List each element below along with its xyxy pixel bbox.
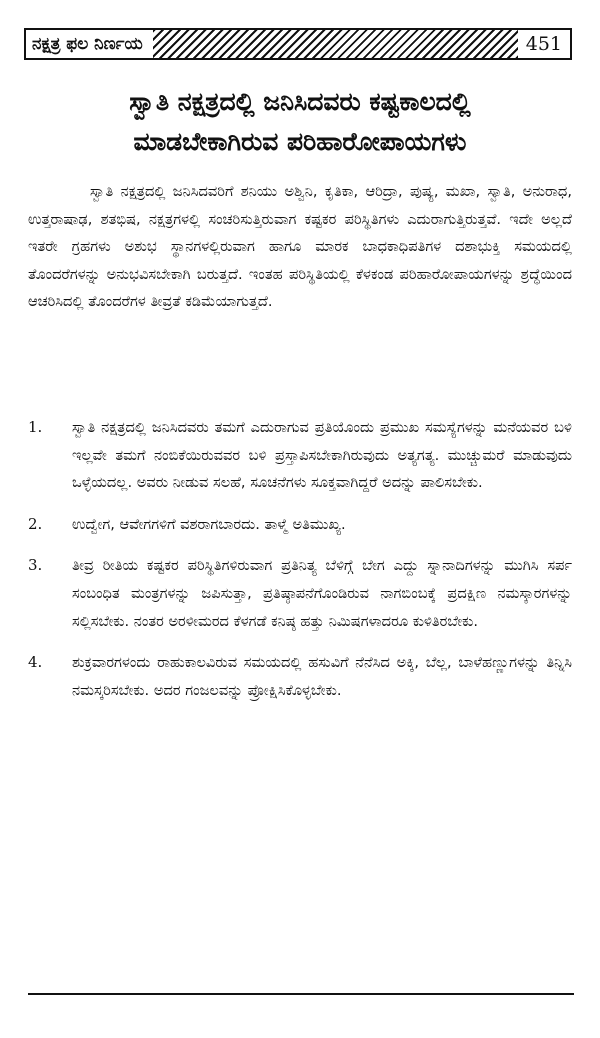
running-header-title: ನಕ್ಷತ್ರ ಫಲ ನಿರ್ಣಯ — [26, 30, 153, 58]
list-item — [28, 511, 572, 539]
section-heading-line-1: ಸ್ವಾತಿ ನಕ್ಷತ್ರದಲ್ಲಿ ಜನಿಸಿದವರು ಕಷ್ಟಕಾಲದಲ್ಲಿ — [129, 87, 471, 116]
list-item-text: ಶುಕ್ರವಾರಗಳಂದು ರಾಹುಕಾಲವಿರುವ ಸಮಯದಲ್ಲಿ ಹಸುವಿಗೆ ನೆನೆಸಿದ ಅಕ್ಕಿ, ಬೆಲ್ಲ, ಬಾಳೆಹಣ್ಣುಗಳನ್ನು ತಿನ್ನಿಸಿ ನಮಸ್ಕರಿಸಬೇಕು. ಅದರ ಗಂಜಲವನ್ನು ಪ್ರೋಕ್ಷಿಸಿಕೊಳ್ಳಬೇಕು. — [72, 654, 572, 699]
running-header — [24, 28, 572, 60]
list-item — [28, 552, 572, 635]
section-heading-line-2: ಮಾಡಬೇಕಾಗಿರುವ ಪರಿಹಾರೋಪಾಯಗಳು — [133, 127, 467, 156]
list-item-number: 1. — [28, 418, 43, 436]
section-heading — [24, 82, 576, 162]
list-item-text: ತೀವ್ರ ರೀತಿಯ ಕಷ್ಟಕರ ಪರಿಸ್ಥಿತಿಗಳಿರುವಾಗ ಪ್ರತಿನಿತ್ಯ ಬೆಳಿಗ್ಗೆ ಬೇಗ ಎದ್ದು ಸ್ನಾನಾದಿಗಳನ್ನು ಮುಗಿಸಿ ಸರ್ಪ ಸಂಬಂಧಿತ ಮಂತ್ರಗಳನ್ನು ಜಪಿಸುತ್ತಾ, ಪ್ರತಿಷ್ಠಾಪನೆಗೊಂಡಿರುವ ನಾಗಬಿಂಬಕ್ಕೆ ಪ್ರದಕ್ಷಿಣ ನಮಸ್ಕಾರಗಳನ್ನು ಸಲ್ಲಿಸಬೇಕು. ನಂತರ ಅರಳೀಮರದ ಕೆಳಗಡೆ ಕನಿಷ್ಠ ಹತ್ತು ನಿಮಿಷಗಳಾದರೂ ಕುಳಿತಿರಬೇಕು. — [72, 557, 572, 630]
list-item-number: 4. — [28, 653, 43, 672]
footer-divider — [28, 993, 574, 995]
intro-paragraph: ಸ್ವಾತಿ ನಕ್ಷತ್ರದಲ್ಲಿ ಜನಿಸಿದವರಿಗೆ ಶನಿಯು ಅಶ್ವಿನಿ, ಕೃತಿಕಾ, ಆರಿದ್ರಾ, ಪುಷ್ಯ, ಮಖಾ, ಸ್ವಾತಿ, ಅನುರಾಧ, ಉತ್ತರಾಷಾಢ, ಶತಭಿಷ, ನಕ್ಷತ್ರಗಳಲ್ಲಿ ಸಂಚರಿಸುತ್ತಿರುವಾಗ ಕಷ್ಟಕರ ಪರಿಸ್ಥಿತಿಗಳು ಎದುರಾಗುತ್ತಿರುತ್ತವೆ. ಇದೇ ಅಲ್ಲದೆ ಇತರೇ ಗ್ರಹಗಳು ಅಶುಭ ಸ್ಥಾನಗಳಲ್ಲಿರುವಾಗ ಹಾಗೂ ಮಾರಕ ಬಾಧಕಾಧಿಪತಿಗಳ ದಶಾಭುಕ್ತಿ ಸಮಯದಲ್ಲಿ ತೊಂದರೆಗಳನ್ನು ಅನುಭವಿಸಬೇಕಾಗಿ ಬರುತ್ತದೆ. ಇಂತಹ ಪರಿಸ್ಥಿತಿಯಲ್ಲಿ ಕೆಳಕಂಡ ಪರಿಹಾರೋಪಾಯಗಳನ್ನು ಶ್ರದ್ಧೆಯಿಂದ ಆಚರಿಸಿದಲ್ಲಿ ತೊಂದರೆಗಳ ತೀವ್ರತೆ ಕಡಿಮೆಯಾಗುತ್ತದೆ. — [28, 183, 572, 311]
list-item — [28, 649, 572, 704]
list-item-number: 3. — [28, 556, 43, 575]
list-item-number: 2. — [28, 514, 43, 533]
list-item-text: ಸ್ವಾತಿ ನಕ್ಷತ್ರದಲ್ಲಿ ಜನಿಸಿದವರು ತಮಗೆ ಎದುರಾಗುವ ಪ್ರತಿಯೊಂದು ಪ್ರಮುಖ ಸಮಸ್ಯೆಗಳನ್ನು ಮನೆಯವರ ಬಳಿ ಇಲ್ಲವೇ ತಮಗೆ ನಂಬಿಕೆಯಿರುವವರ ಬಳಿ ಪ್ರಸ್ತಾಪಿಸಬೇಕಾಗಿರುವುದು ಅತ್ಯಗತ್ಯ. ಮುಚ್ಚುಮರೆ ಮಾಡುವುದು ಒಳ್ಳೆಯದಲ್ಲ. ಅವರು ನೀಡುವ ಸಲಹೆ, ಸೂಚನೆಗಳು ಸೂಕ್ತವಾಗಿದ್ದರೆ ಅದನ್ನು ಪಾಲಿಸಬೇಕು. — [72, 419, 572, 492]
header-hatch-pattern — [153, 30, 518, 58]
list-item — [28, 414, 572, 497]
page-number: 451 — [518, 30, 570, 58]
list-item-text: ಉದ್ವೇಗ, ಆವೇಗಗಳಿಗೆ ವಶರಾಗಬಾರದು. ತಾಳ್ಮೆ ಅತಿಮುಖ್ಯ. — [72, 515, 346, 533]
remedies-list — [28, 414, 572, 718]
